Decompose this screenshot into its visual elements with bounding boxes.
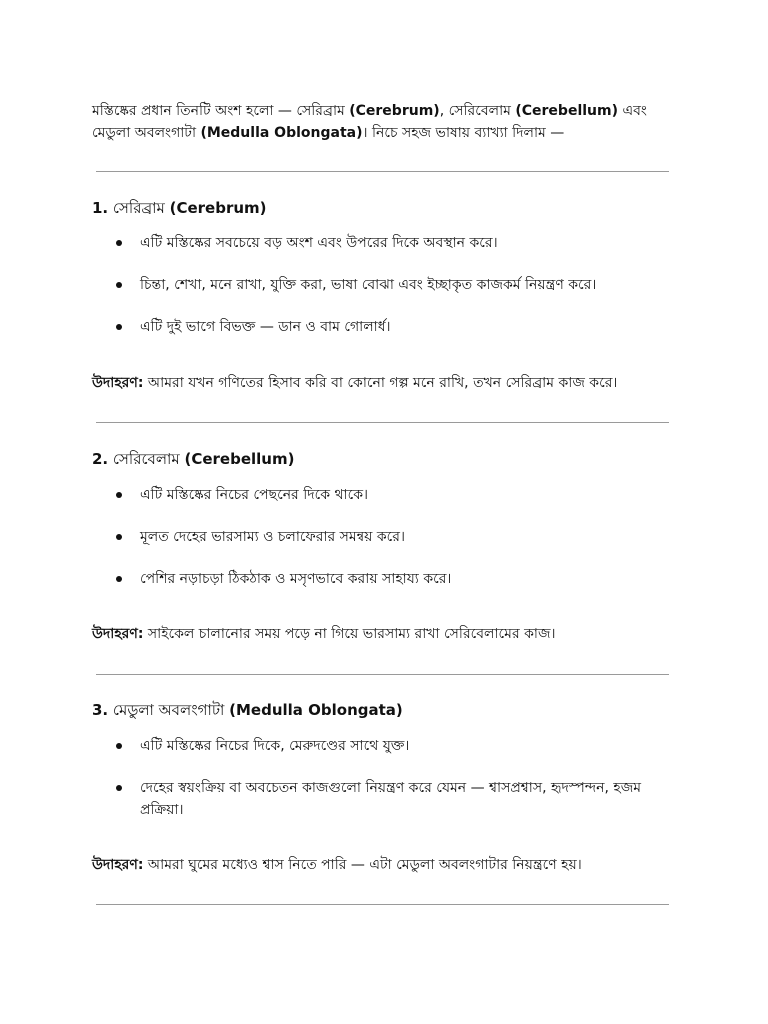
intro-paragraph: [92, 100, 682, 144]
bullet-icon: [116, 324, 122, 330]
section-number: 2.: [92, 450, 109, 468]
bullet-icon: [116, 576, 122, 582]
example-label: উদাহরণ:: [92, 375, 144, 391]
intro-text: মস্তিষ্কের প্রধান তিনটি অংশ হলো — সেরিব্রাম: [92, 103, 350, 119]
section-name: সেরিবেলাম: [112, 450, 180, 468]
intro-text: । নিচে সহজ ভাষায় ব্যাখ্যা দিলাম —: [362, 125, 565, 141]
list-item: চিন্তা, শেখা, মনে রাখা, যুক্তি করা, ভাষা বোঝা এবং ইচ্ছাকৃত কাজকর্ম নিয়ন্ত্রণ করে।: [116, 274, 656, 296]
intro-text: এবং মেডুলা অবলংগাটা: [92, 103, 647, 141]
divider: [96, 422, 669, 423]
intro-term-cerebrum: (Cerebrum): [349, 103, 440, 119]
bullet-icon: [116, 743, 122, 749]
section-heading-cerebrum: [92, 198, 267, 218]
intro-term-medulla: (Medulla Oblongata): [200, 125, 363, 141]
example-text: আমরা যখন গণিতের হিসাব করি বা কোনো গল্প মনে রাখি, তখন সেরিব্রাম কাজ করে।: [143, 375, 618, 391]
example-line: [92, 373, 682, 393]
list-item: এটি মস্তিষ্কের নিচের দিকে, মেরুদণ্ডের সাথে যুক্ত।: [116, 735, 656, 757]
intro-term-cerebellum: (Cerebellum): [515, 103, 618, 119]
list-item: এটি দুই ভাগে বিভক্ত — ডান ও বাম গোলার্ধ।: [116, 316, 656, 338]
divider: [96, 171, 669, 172]
section-number: 3.: [92, 701, 109, 719]
example-label: উদাহরণ:: [92, 626, 144, 642]
list-item: মূলত দেহের ভারসাম্য ও চলাফেরার সমন্বয় করে।: [116, 526, 656, 548]
example-text: সাইকেল চালানোর সময় পড়ে না গিয়ে ভারসাম্য রাখা সেরিবেলামের কাজ।: [143, 626, 556, 642]
list-item: পেশির নড়াচড়া ঠিকঠাক ও মসৃণভাবে করায় সাহায্য করে।: [116, 568, 656, 590]
section-heading-cerebellum: [92, 449, 294, 469]
bullet-icon: [116, 492, 122, 498]
bullet-icon: [116, 785, 122, 791]
section-name: মেডুলা অবলংগাটা: [112, 701, 225, 719]
example-line: [92, 624, 682, 644]
bullet-icon: [116, 534, 122, 540]
example-line: [92, 855, 682, 875]
bullet-icon: [116, 282, 122, 288]
list-item: এটি মস্তিষ্কের সবচেয়ে বড় অংশ এবং উপরের দিকে অবস্থান করে।: [116, 232, 656, 254]
example-label: উদাহরণ:: [92, 857, 144, 873]
bullet-icon: [116, 240, 122, 246]
section-latin-name: (Cerebrum): [169, 199, 267, 217]
section-name: সেরিব্রাম: [112, 199, 165, 217]
divider: [96, 674, 669, 675]
section-heading-medulla: [92, 700, 403, 720]
section-latin-name: (Cerebellum): [184, 450, 295, 468]
divider: [96, 904, 669, 905]
section-number: 1.: [92, 199, 109, 217]
example-text: আমরা ঘুমের মধ্যেও শ্বাস নিতে পারি — এটা মেডুলা অবলংগাটার নিয়ন্ত্রণে হয়।: [143, 857, 582, 873]
list-item: দেহের স্বয়ংক্রিয় বা অবচেতন কাজগুলো নিয়ন্ত্রণ করে যেমন — শ্বাসপ্রশ্বাস, হৃদস্পন্দন, হজম প্রক্রিয়া।: [116, 777, 656, 821]
list-item: এটি মস্তিষ্কের নিচের পেছনের দিকে থাকে।: [116, 484, 656, 506]
section-latin-name: (Medulla Oblongata): [229, 701, 403, 719]
intro-text: , সেরিবেলাম: [439, 103, 516, 119]
